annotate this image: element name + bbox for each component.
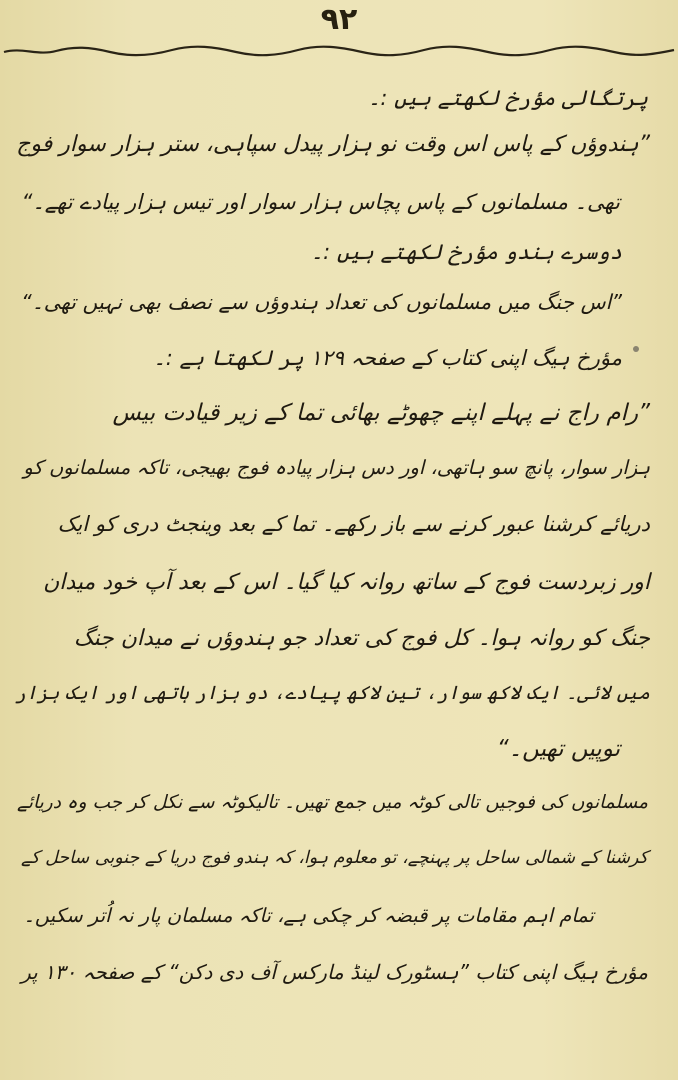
header-wavy-rule bbox=[0, 44, 678, 58]
text-line: ”رام راج نے پہلے اپنے چھوٹے بھائی تما کے زیر قیادت بیس bbox=[112, 400, 650, 426]
ink-speck bbox=[633, 346, 639, 352]
text-line: دریائے کرشنا عبور کرنے سے باز رکھے۔ تما کے بعد وینجٹ دری کو ایک bbox=[57, 512, 650, 536]
text-line: پرتگالی مؤرخ لکھتے ہیں :۔ bbox=[368, 86, 648, 110]
text-line: کرشنا کے شمالی ساحل پر پہنچے، تو معلوم ہوا، کہ ہندو فوج دریا کے جنوبی ساحل کے bbox=[20, 848, 648, 868]
text-line: توپیں تھیں۔“ bbox=[496, 736, 620, 762]
text-line: ہزار سوار، پانچ سو ہاتھی، اور دس ہزار پیادہ فوج بھیجی، تاکہ مسلمانوں کو bbox=[23, 456, 650, 479]
text-line: ”ہندوؤں کے پاس اس وقت نو ہزار پیدل سپاہی، ستر ہزار سوار فوج bbox=[16, 132, 650, 157]
text-line: تمام اہم مقامات پر قبضہ کر چکی ہے، تاکہ مسلمان پار نہ اُتر سکیں۔ bbox=[23, 904, 594, 927]
text-line: مؤرخ ہیگ اپنی کتاب ”ہسٹورک لینڈ مارکس آف دی دکن“ کے صفحہ ۱۳۰ پر bbox=[21, 960, 648, 984]
text-line: اور زبردست فوج کے ساتھ روانہ کیا گیا۔ اس کے بعد آپ خود میدان bbox=[43, 570, 650, 595]
text-line: دوسرے ہندو مؤرخ لکھتے ہیں :۔ bbox=[310, 240, 622, 264]
text-line: مؤرخ ہیگ اپنی کتاب کے صفحہ ۱۲۹ پر لکھتا ہے :۔ bbox=[153, 346, 622, 370]
text-line: مسلمانوں کی فوجیں تالی کوٹہ میں جمع تھیں۔ تالیکوٹہ سے نکل کر جب وہ دریائے bbox=[17, 792, 648, 813]
page-number: ۹۲ bbox=[320, 2, 358, 37]
text-line: جنگ کو روانہ ہوا۔ کل فوج کی تعداد جو ہندوؤں نے میدان جنگ bbox=[73, 626, 650, 651]
text-line: میں لائی۔ ایک لاکھ سوار، تین لاکھ پیادے، دو ہزار ہاتھی اور ایک ہزار bbox=[14, 682, 650, 704]
text-line: تھی۔ مسلمانوں کے پاس پچاس ہزار سوار اور تیس ہزار پیادے تھے۔“ bbox=[21, 190, 620, 214]
text-line: ”اس جنگ میں مسلمانوں کی تعداد ہندوؤں سے نصف بھی نہیں تھی۔“ bbox=[21, 290, 622, 314]
